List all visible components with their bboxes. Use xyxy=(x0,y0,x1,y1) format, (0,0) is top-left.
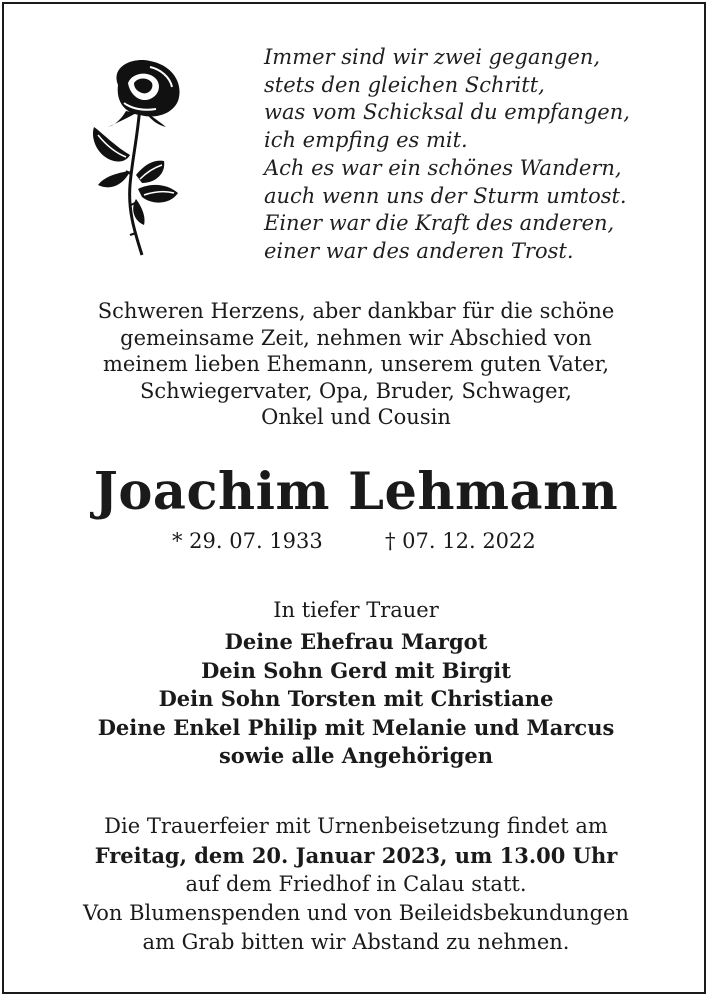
mourner-line: Deine Ehefrau Margot xyxy=(224,629,488,654)
mourner-line: Dein Sohn Gerd mit Birgit xyxy=(201,657,511,683)
poem-line: auch wenn uns der Sturm umtost. xyxy=(264,183,627,208)
funeral-line: Von Blumenspenden und von Beileidsbekundungen xyxy=(83,901,629,925)
intro-line: Onkel und Cousin xyxy=(261,405,451,430)
poem-line: ich empfing es mit. xyxy=(264,128,468,153)
intro-line: Schwiegervater, Opa, Bruder, Schwager, xyxy=(140,378,572,403)
intro-line: meinem lieben Ehemann, unserem guten Vater, xyxy=(102,352,610,377)
intro-line: gemeinsame Zeit, nehmen wir Abschied von xyxy=(120,325,592,350)
deceased-name: Joachim Lehmann xyxy=(93,462,619,522)
poem-line: was vom Schicksal du empfangen, xyxy=(264,100,630,125)
poem-line: Einer war die Kraft des anderen, xyxy=(264,211,615,236)
mourner-line: Dein Sohn Torsten mit Christiane xyxy=(158,686,554,711)
mourning-heading: In tiefer Trauer xyxy=(273,598,439,622)
funeral-info xyxy=(0,812,712,957)
poem-line: stets den gleichen Schritt, xyxy=(264,72,545,97)
poem-line: Immer sind wir zwei gegangen, xyxy=(264,45,601,69)
funeral-line: am Grab bitten wir Abstand zu nehmen. xyxy=(142,930,570,954)
funeral-line: Die Trauerfeier mit Urnenbeisetzung findet am xyxy=(104,814,608,838)
intro-line: Schweren Herzens, aber dankbar für die schöne xyxy=(97,299,615,323)
rose-icon xyxy=(80,55,200,260)
mourner-line: Deine Enkel Philip mit Melanie und Marcus xyxy=(97,714,615,740)
life-dates xyxy=(0,529,712,559)
funeral-location: auf dem Friedhof in Calau statt. xyxy=(185,872,527,896)
poem-line: Ach es war ein schönes Wandern, xyxy=(264,155,622,180)
poem xyxy=(264,44,694,266)
funeral-date: Freitag, dem 20. Januar 2023, um 13.00 Uhr xyxy=(94,843,618,868)
mourner-line: sowie alle Angehörigen xyxy=(218,743,494,768)
birth-date: * 29. 07. 1933 xyxy=(172,529,323,553)
intro-text xyxy=(0,298,712,431)
mourners-list xyxy=(0,628,712,771)
poem-line: einer war des anderen Trost. xyxy=(264,238,574,263)
death-date: † 07. 12. 2022 xyxy=(385,529,536,553)
